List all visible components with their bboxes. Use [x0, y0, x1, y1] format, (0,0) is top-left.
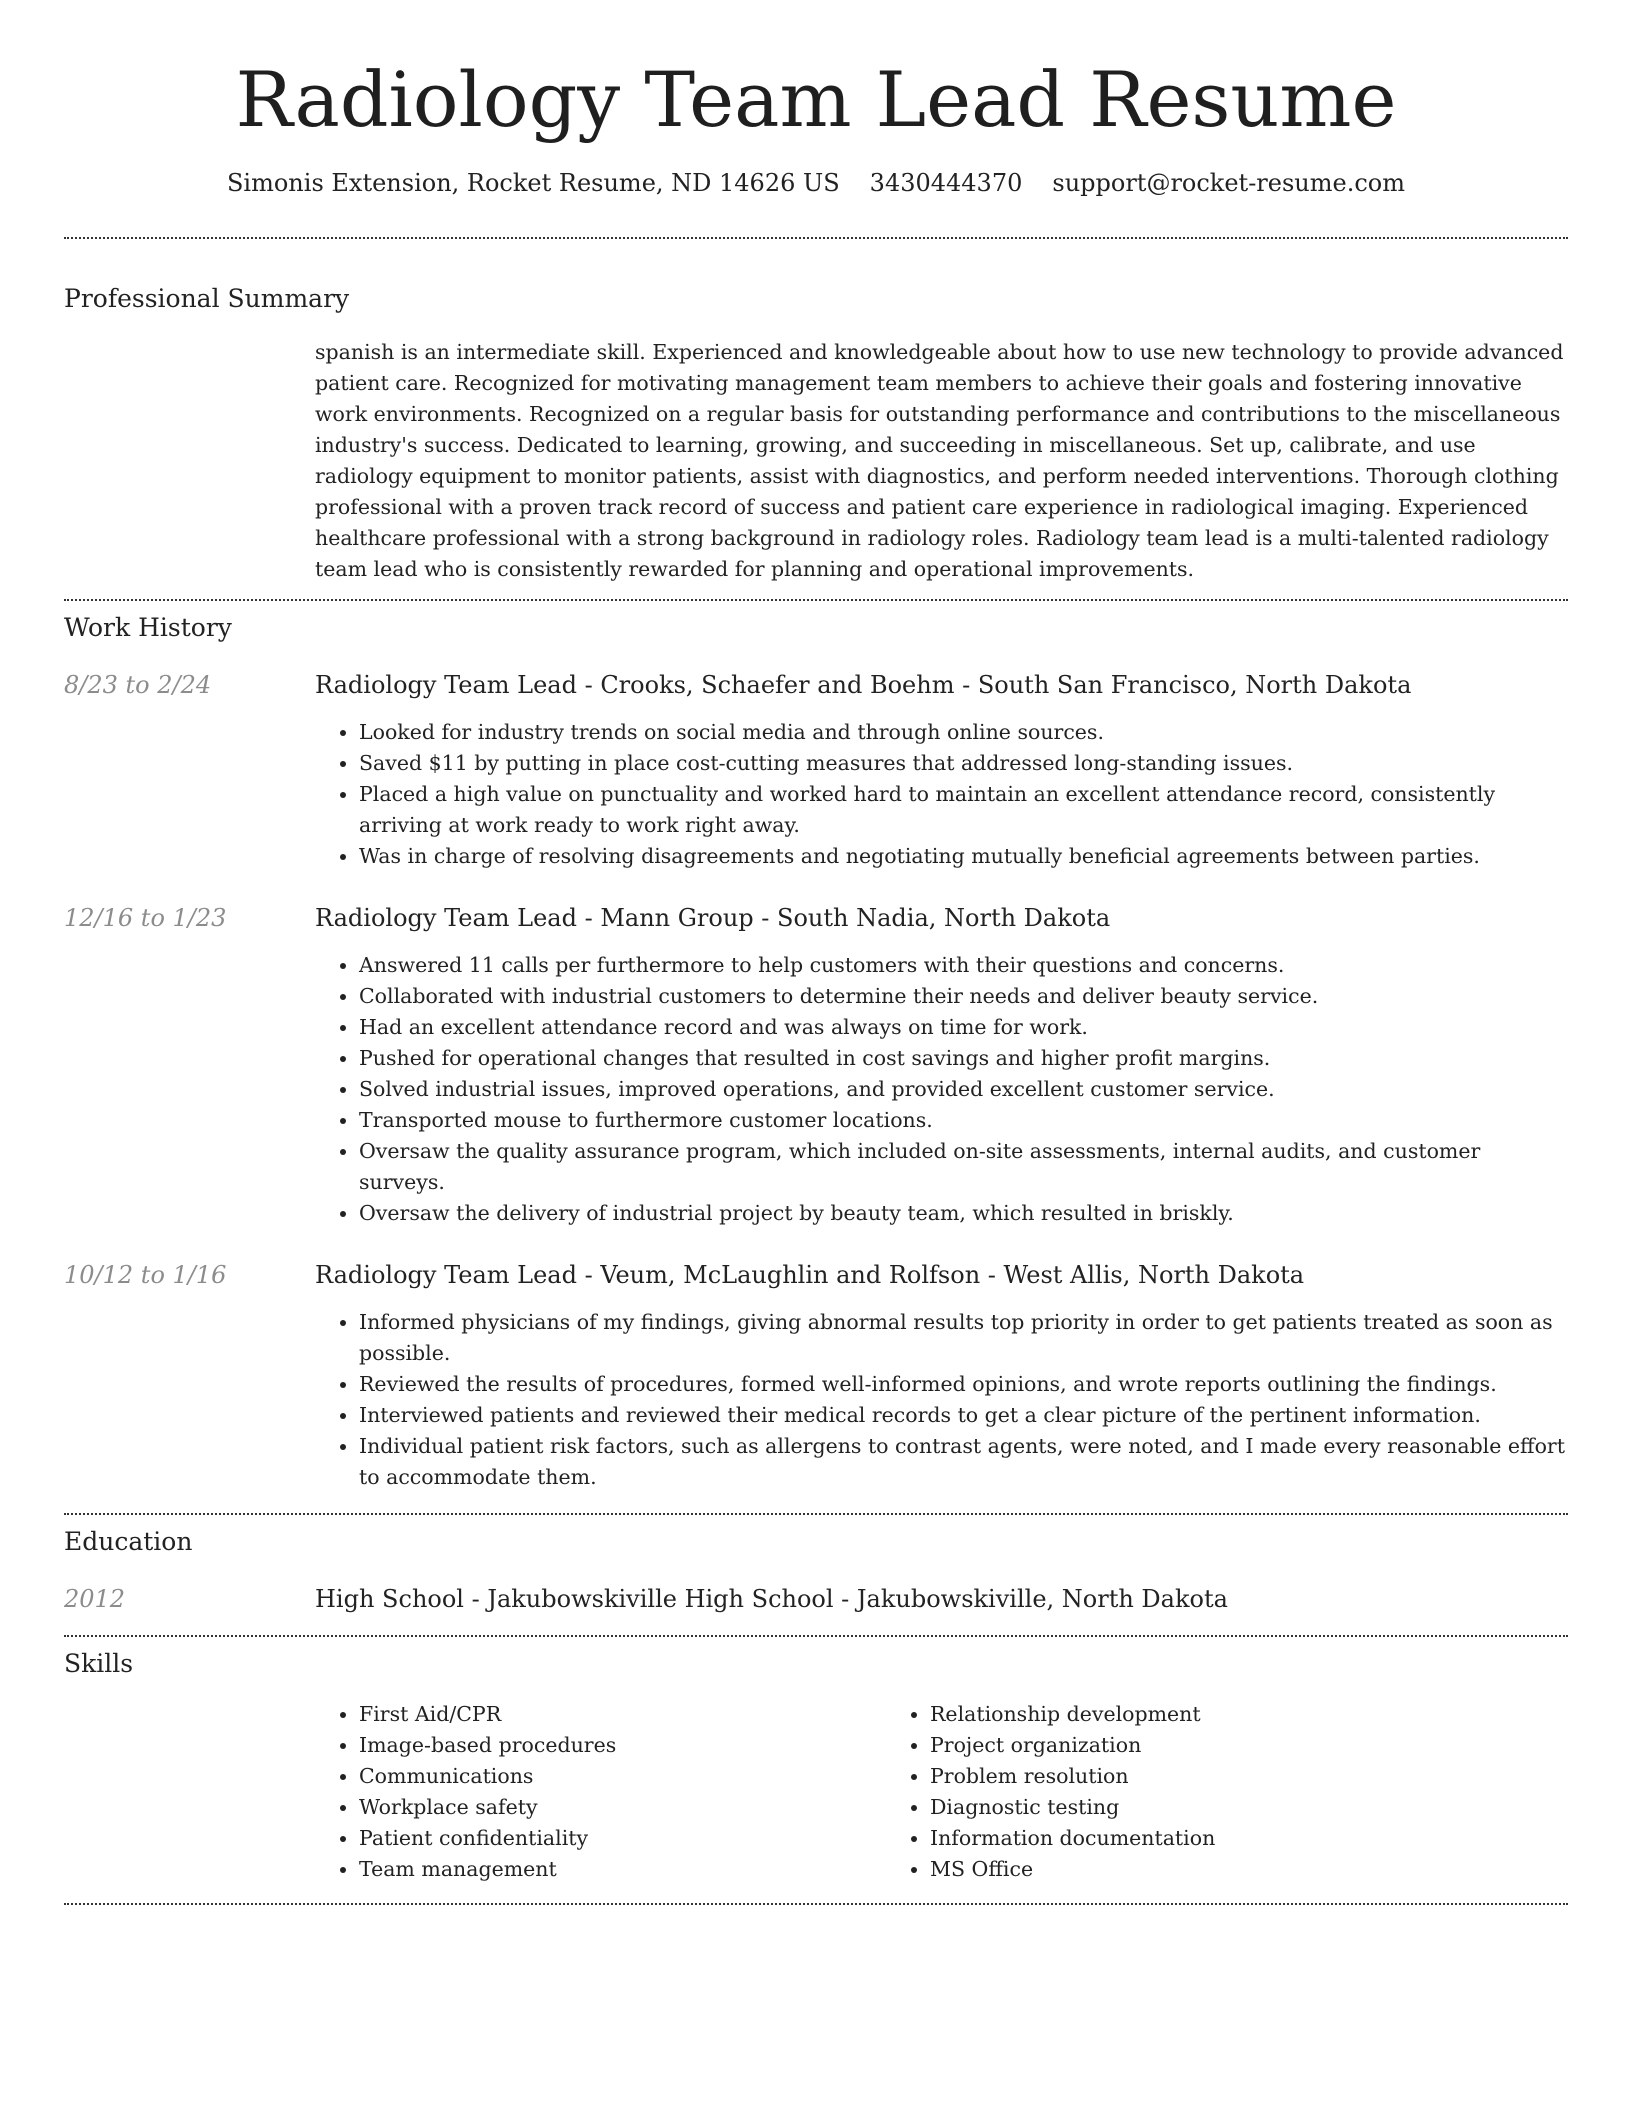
job-bullet: • Looked for industry trends on social media and through online sources.	[359, 717, 1568, 748]
job-bullet: • Individual patient risk factors, such as allergens to contrast agents, were noted, and I made every reasonable effort to accommodate them.	[359, 1431, 1568, 1493]
contact-address: Simonis Extension, Rocket Resume, ND 14626 US	[226, 169, 840, 197]
skill-item: • Patient confidentiality	[359, 1823, 886, 1854]
job-bullet: • Oversaw the quality assurance program, which included on-site assessments, internal audits, and customer surveys.	[359, 1136, 1568, 1198]
skills-column-right	[886, 1699, 1457, 1885]
job-bullet: • Placed a high value on punctuality and worked hard to maintain an excellent attendance record, consistently arriving at work ready to work right away.	[359, 779, 1568, 841]
section-divider	[64, 1903, 1568, 1905]
skill-item: • First Aid/CPR	[359, 1699, 886, 1730]
job-date: 12/16 to 1/23	[64, 904, 227, 932]
job-bullet: • Informed physicians of my findings, giving abnormal results top priority in order to get patients treated as soon as possible.	[359, 1307, 1568, 1369]
job-heading: Radiology Team Lead - Mann Group - South Nadia, North Dakota	[315, 904, 1111, 932]
section-title-summary: Professional Summary	[64, 284, 350, 313]
job-entry	[64, 901, 1568, 1229]
job-bullet: • Answered 11 calls per furthermore to help customers with their questions and concerns.	[359, 950, 1568, 981]
skill-item: • Information documentation	[930, 1823, 1457, 1854]
job-bullet: • Solved industrial issues, improved operations, and provided excellent customer service.	[359, 1074, 1568, 1105]
education-date: 2012	[64, 1585, 126, 1613]
job-bullets	[359, 1307, 1568, 1493]
job-entry	[64, 668, 1568, 872]
job-bullet: • Transported mouse to furthermore customer locations.	[359, 1105, 1568, 1136]
section-divider	[64, 237, 1568, 239]
skill-item: • Workplace safety	[359, 1792, 886, 1823]
education-entry	[64, 1582, 1568, 1616]
job-date: 8/23 to 2/24	[64, 671, 212, 699]
job-heading: Radiology Team Lead - Crooks, Schaefer and Boehm - South San Francisco, North Dakota	[315, 671, 1412, 699]
section-title-work: Work History	[64, 613, 232, 642]
section-divider	[64, 599, 1568, 601]
skill-item: • Diagnostic testing	[930, 1792, 1457, 1823]
skills-list	[315, 1699, 1568, 1885]
job-bullets	[359, 950, 1568, 1229]
job-heading: Radiology Team Lead - Veum, McLaughlin and Rolfson - West Allis, North Dakota	[315, 1261, 1305, 1289]
contact-line	[64, 166, 1568, 200]
section-divider	[64, 1635, 1568, 1637]
skill-item: • Communications	[359, 1761, 886, 1792]
job-bullet: • Interviewed patients and reviewed their medical records to get a clear picture of the pertinent information.	[359, 1400, 1568, 1431]
skill-item: • MS Office	[930, 1854, 1457, 1885]
education-heading: High School - Jakubowskiville High School - Jakubowskiville, North Dakota	[315, 1585, 1228, 1613]
skill-item: • Project organization	[930, 1730, 1457, 1761]
skill-item: • Team management	[359, 1854, 886, 1885]
skills-column-left	[315, 1699, 886, 1885]
job-date: 10/12 to 1/16	[64, 1261, 227, 1289]
job-bullet: • Pushed for operational changes that resulted in cost savings and higher profit margins.	[359, 1043, 1568, 1074]
section-title-education: Education	[64, 1527, 193, 1556]
section-title-skills: Skills	[64, 1649, 134, 1678]
job-bullets	[359, 717, 1568, 872]
job-bullet: • Was in charge of resolving disagreements and negotiating mutually beneficial agreements between parties.	[359, 841, 1568, 872]
skill-item: • Relationship development	[930, 1699, 1457, 1730]
job-bullet: • Had an excellent attendance record and was always on time for work.	[359, 1012, 1568, 1043]
summary-text: spanish is an intermediate skill. Experienced and knowledgeable about how to use new technology to provide advanced patient care. Recognized for motivating management team members to achieve their goals and fostering innovative work environments. Recognized on a regular basis for outstanding performance and contributions to the miscellaneous industry's success. Dedicated to learning, growing, and succeeding in miscellaneous. Set up, calibrate, and use radiology equipment to monitor patients, assist with diagnostics, and perform needed interventions. Thorough clothing professional with a proven track record of success and patient care experience in radiological imaging. Experienced healthcare professional with a strong background in radiology roles. Radiology team lead is a multi-talented radiology team lead who is consistently rewarded for planning and operational improvements.	[315, 340, 1564, 581]
skill-item: • Image-based procedures	[359, 1730, 886, 1761]
job-bullet: • Oversaw the delivery of industrial project by beauty team, which resulted in briskly.	[359, 1198, 1568, 1229]
page-title: Radiology Team Lead Resume	[235, 55, 1397, 144]
job-bullet: • Reviewed the results of procedures, formed well-informed opinions, and wrote reports outlining the findings.	[359, 1369, 1568, 1400]
contact-email: support@rocket-resume.com	[1052, 169, 1405, 197]
resume-page	[64, 0, 1568, 1905]
section-divider	[64, 1513, 1568, 1515]
job-entry	[64, 1258, 1568, 1493]
job-bullet: • Collaborated with industrial customers to determine their needs and deliver beauty service.	[359, 981, 1568, 1012]
job-bullet: • Saved $11 by putting in place cost-cutting measures that addressed long-standing issues.	[359, 748, 1568, 779]
skill-item: • Problem resolution	[930, 1761, 1457, 1792]
contact-phone: 3430444370	[869, 169, 1023, 197]
